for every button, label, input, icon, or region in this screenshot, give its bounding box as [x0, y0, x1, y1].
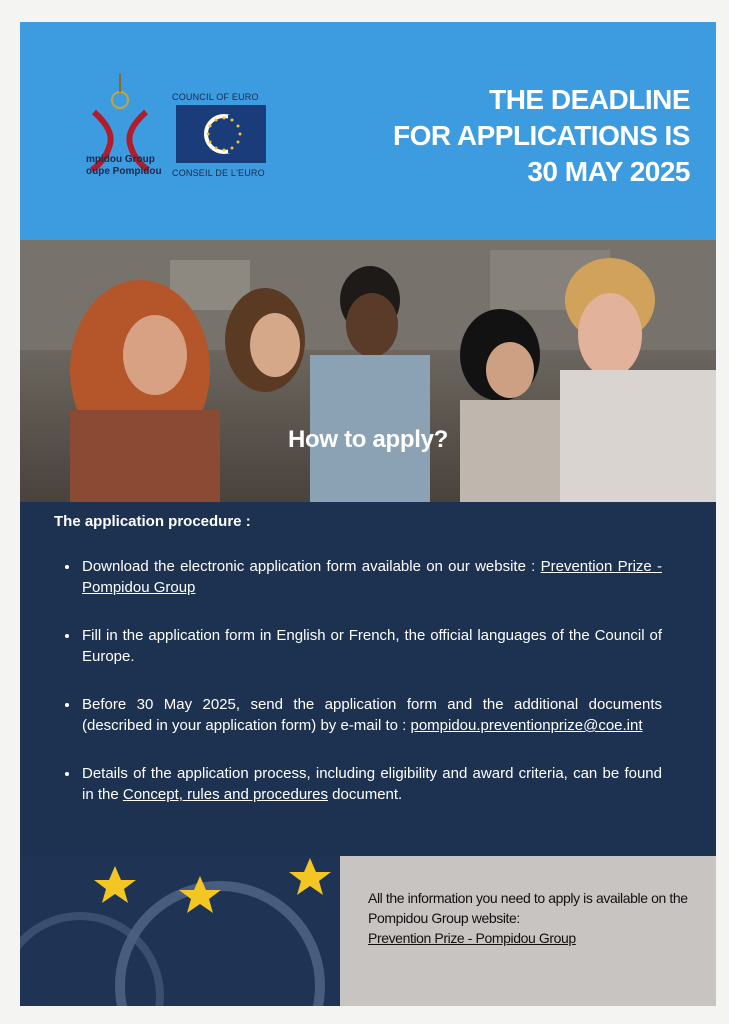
- deadline-line-3: 30 MAY 2025: [527, 156, 690, 187]
- info-text: [368, 888, 698, 948]
- pompidou-logo-text-2: oupe Pompidou: [86, 166, 162, 177]
- step-details: [62, 763, 662, 805]
- procedure-title: The application procedure :: [54, 513, 251, 530]
- step-3-text: Before 30 May 2025, send the application form and the additional documents (described in your application form) by e-mail to :: [82, 696, 662, 734]
- coe-flag: [176, 105, 266, 163]
- step-fill-form: [62, 625, 662, 667]
- header-band: [20, 22, 716, 240]
- how-to-apply-title: How to apply?: [287, 426, 449, 453]
- info-prevention-prize-link[interactable]: Prevention Prize - Pompidou Group: [368, 930, 576, 946]
- coe-emblem-icon: [176, 105, 266, 163]
- coe-logo-text-top: COUNCIL OF EURO: [172, 92, 259, 102]
- prevention-prize-link[interactable]: Prevention Prize - Pompidou Group: [82, 558, 662, 596]
- prize-seal-illustration: [20, 856, 340, 1006]
- coe-logo-text-bottom: CONSEIL DE L'EURO: [172, 168, 265, 178]
- procedure-steps: [62, 556, 662, 832]
- deadline-line-2: FOR APPLICATIONS IS: [393, 120, 690, 151]
- step-4-text-post: document.: [328, 786, 403, 803]
- council-of-europe-logo: [172, 92, 268, 182]
- prize-emblem-image: [20, 856, 340, 1006]
- pompidou-logo-text-1: mpidou Group: [86, 154, 155, 165]
- step-4-text-pre: Details of the application process, including eligibility and award criteria, can be found in the: [82, 765, 662, 803]
- step-send-email: [62, 694, 662, 736]
- students-photo: [20, 240, 716, 502]
- step-2-text: Fill in the application form in English or French, the official languages of the Council of Europe.: [82, 627, 662, 665]
- deadline-line-1: THE DEADLINE: [489, 84, 690, 115]
- info-text-body: All the information you need to apply is available on the Pompidou Group website:: [368, 890, 688, 926]
- flyer-page: [20, 22, 716, 1006]
- concept-rules-link[interactable]: Concept, rules and procedures: [122, 786, 328, 803]
- email-link[interactable]: pompidou.preventionprize@coe.int: [410, 717, 643, 734]
- step-download: [62, 556, 662, 598]
- info-box: [340, 856, 716, 1006]
- step-1-text: Download the electronic application form available on our website :: [82, 558, 541, 575]
- deadline-heading: [350, 82, 690, 190]
- students-photo-illustration: [20, 240, 716, 502]
